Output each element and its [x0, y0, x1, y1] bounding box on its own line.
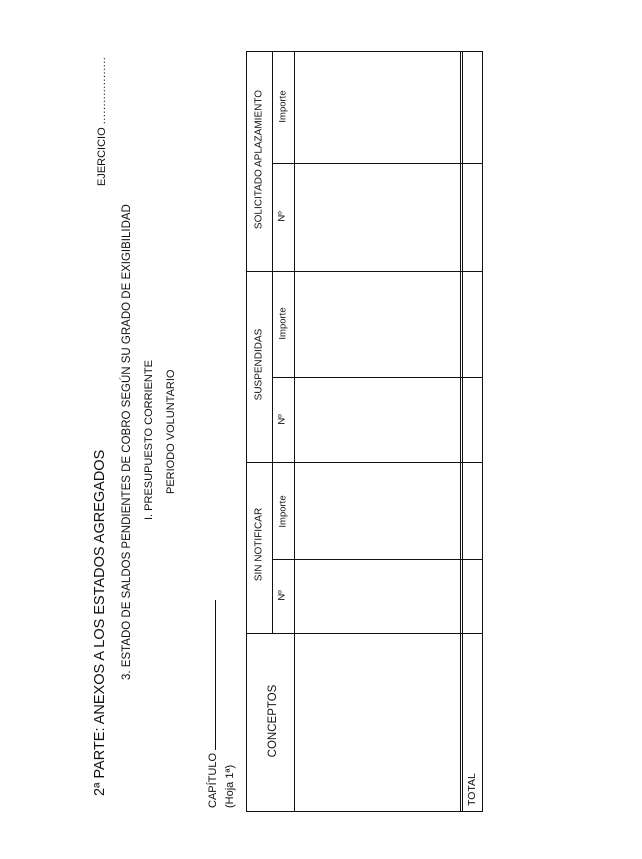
- group-header-solicitado-aplazamiento: SOLICITADO APLAZAMIENTO: [253, 89, 265, 230]
- chapter-label: CAPÍTULO: [207, 752, 219, 808]
- line-total-a: [460, 51, 461, 812]
- sheet-label: (Hoja 1ª): [224, 764, 236, 808]
- subheader-sa-importe: Importe: [277, 90, 289, 123]
- line-sa-mid: [272, 163, 483, 164]
- line-header-bottom: [294, 51, 295, 812]
- exercise-field: [96, 57, 108, 186]
- chapter-underline: [205, 600, 216, 750]
- part-title: 2ª PARTE: ANEXOS A LOS ESTADOS AGREGADOS: [92, 449, 108, 796]
- exercise-value: ...................: [96, 56, 108, 125]
- subheader-sn-numero: Nº: [276, 590, 288, 601]
- group-header-sin-notificar: SIN NOTIFICAR: [253, 507, 265, 582]
- subheader-sus-importe: Importe: [277, 307, 289, 340]
- line-sus-sn: [246, 462, 483, 463]
- subheader-sn-importe: Importe: [277, 495, 289, 528]
- exercise-label: EJERCICIO: [96, 127, 108, 186]
- line-sus-mid: [272, 377, 483, 378]
- concepts-header: CONCEPTOS: [267, 684, 279, 758]
- subheader-sa-numero: Nº: [276, 211, 288, 222]
- group-header-suspendidas: SUSPENDIDAS: [253, 328, 265, 401]
- statement-title: 3. ESTADO DE SALDOS PENDIENTES DE COBRO SEGÚN SU GRADO DE EXIGIBILIDAD: [121, 204, 133, 680]
- line-sub-header: [272, 51, 273, 633]
- budget-label: I. PRESUPUESTO CORRIENTE: [143, 360, 155, 520]
- chapter-field: [205, 600, 219, 808]
- subheader-sus-numero: Nº: [276, 414, 288, 425]
- line-sa-sus: [246, 271, 483, 272]
- line-sn-top: [246, 633, 483, 634]
- total-label: TOTAL: [466, 773, 478, 806]
- line-sn-mid: [272, 559, 483, 560]
- period-label: PERIODO VOLUNTARIO: [165, 369, 177, 494]
- line-total-b: [462, 51, 463, 812]
